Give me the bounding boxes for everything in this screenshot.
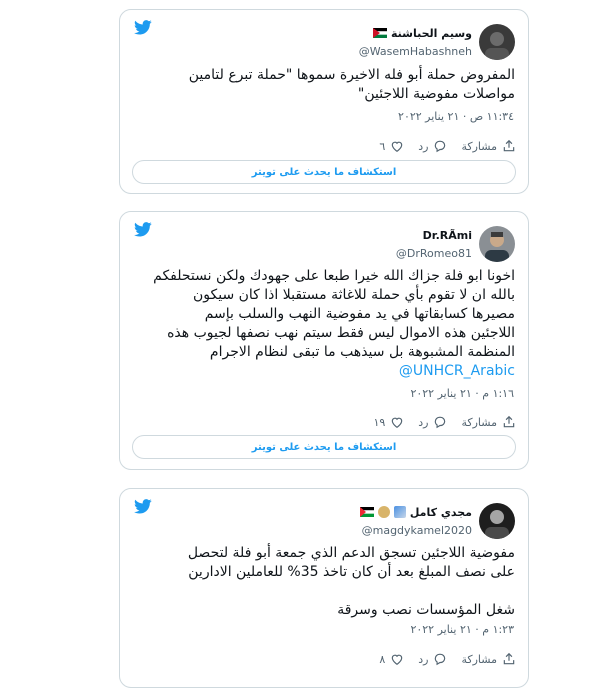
- twitter-bird-icon[interactable]: [134, 222, 152, 237]
- reply-icon: [433, 415, 447, 429]
- heart-icon: [390, 139, 404, 153]
- share-icon: [502, 415, 516, 429]
- heart-icon: [390, 652, 404, 666]
- like-action[interactable]: [379, 652, 404, 666]
- mention-link[interactable]: @UNHCR_Arabic: [398, 363, 515, 379]
- share-icon: [502, 139, 516, 153]
- user-info: [396, 226, 472, 260]
- tweet-card[interactable]: [119, 211, 529, 470]
- twitter-bird-icon[interactable]: [134, 20, 152, 35]
- share-label: مشاركة: [461, 415, 497, 429]
- tweet-text-line: المفروض حملة أبو فله الاخيرة سموها "حملة تبرع لتامين: [188, 67, 515, 83]
- tweet-text-line: مفوضية اللاجئين تسجق الدعم الذي جمعة أبو فلة لتحصل: [187, 545, 515, 561]
- tweet-actions: [132, 414, 516, 430]
- share-icon: [502, 652, 516, 666]
- tweet-actions: [132, 651, 516, 667]
- twitter-bird-icon[interactable]: [134, 499, 152, 514]
- reply-action[interactable]: [418, 415, 447, 429]
- tweet-timestamp[interactable]: ١:٢٣ م · ٢١ يناير ٢٠٢٢: [410, 623, 514, 636]
- share-action[interactable]: [461, 652, 516, 666]
- avatar[interactable]: [479, 503, 515, 539]
- tweet-text: [132, 267, 515, 381]
- share-label: مشاركة: [461, 652, 497, 666]
- reply-label: رد: [418, 652, 429, 666]
- share-action[interactable]: [461, 139, 516, 153]
- like-action[interactable]: [379, 139, 404, 153]
- share-action[interactable]: [461, 415, 516, 429]
- reply-action[interactable]: [418, 139, 447, 153]
- display-name[interactable]: مجدي كامل: [409, 505, 472, 519]
- tweet-text: [132, 66, 515, 104]
- avatar[interactable]: [479, 226, 515, 262]
- display-name[interactable]: وسيم الحباشنة: [390, 26, 472, 40]
- user-info: [359, 24, 472, 58]
- coffee-icon: [378, 506, 390, 518]
- tweet-text-line: على نصف المبلغ بعد أن كان تاخذ 35% للعاملين الادارين: [188, 564, 515, 580]
- tweet-text-line: المنظمة المشبوهة بل سيذهب ما تبقى لنظام الاجرام: [209, 344, 515, 360]
- share-label: مشاركة: [461, 139, 497, 153]
- reply-icon: [433, 652, 447, 666]
- tweet-text-line: مواصلات مفوضية اللاجئين": [357, 86, 515, 102]
- like-count: ٨: [379, 652, 386, 666]
- explore-twitter-button[interactable]: استكشاف ما يحدث على تويتر: [132, 160, 516, 184]
- tweet-text: [132, 544, 515, 620]
- tweet-text-line: شغل المؤسسات نصب وسرقة: [337, 602, 515, 618]
- reply-icon: [433, 139, 447, 153]
- like-action[interactable]: [373, 415, 404, 429]
- like-count: ١٩: [373, 415, 386, 429]
- tweet-text-line: اخونا ابو فلة جزاك الله خيرا طبعا على جهودك ولكن نستحلفكم: [153, 268, 515, 284]
- tweet-card[interactable]: [119, 9, 529, 194]
- tweet-card[interactable]: [119, 488, 529, 688]
- user-handle[interactable]: @WasemHabashneh: [358, 45, 472, 58]
- palestine-flag-icon: [360, 507, 374, 517]
- tweet-timestamp[interactable]: ١:١٦ م · ٢١ يناير ٢٠٢٢: [410, 387, 514, 400]
- tweet-actions: [132, 138, 516, 154]
- reply-action[interactable]: [418, 652, 447, 666]
- explore-twitter-button[interactable]: استكشاف ما يحدث على تويتر: [132, 435, 516, 459]
- tweet-timestamp[interactable]: ١١:٣٤ ص · ٢١ يناير ٢٠٢٢: [398, 110, 514, 123]
- emoji-icon: [394, 506, 406, 518]
- heart-icon: [390, 415, 404, 429]
- tweet-text-line: بالله ان لا تقوم بأي حملة للاغاثة مستقبلا اذا كان سيكون: [192, 287, 515, 303]
- user-handle[interactable]: @magdykamel2020: [361, 524, 472, 537]
- avatar[interactable]: [479, 24, 515, 60]
- reply-label: رد: [418, 139, 429, 153]
- reply-label: رد: [418, 415, 429, 429]
- display-name[interactable]: Dr.RÃmi: [422, 228, 472, 242]
- like-count: ٦: [379, 139, 386, 153]
- user-handle[interactable]: @DrRomeo81: [395, 247, 472, 260]
- tweet-text-line: مصيرها كسابقاتها في يد مفوضية النهب والسلب بإسم: [204, 306, 515, 322]
- user-info: [360, 503, 472, 537]
- jordan-flag-icon: [373, 28, 387, 38]
- tweet-text-line: اللاجئين هذه الاموال ليس فقط سيتم نهب نصفها لجيوب هذه: [167, 325, 515, 341]
